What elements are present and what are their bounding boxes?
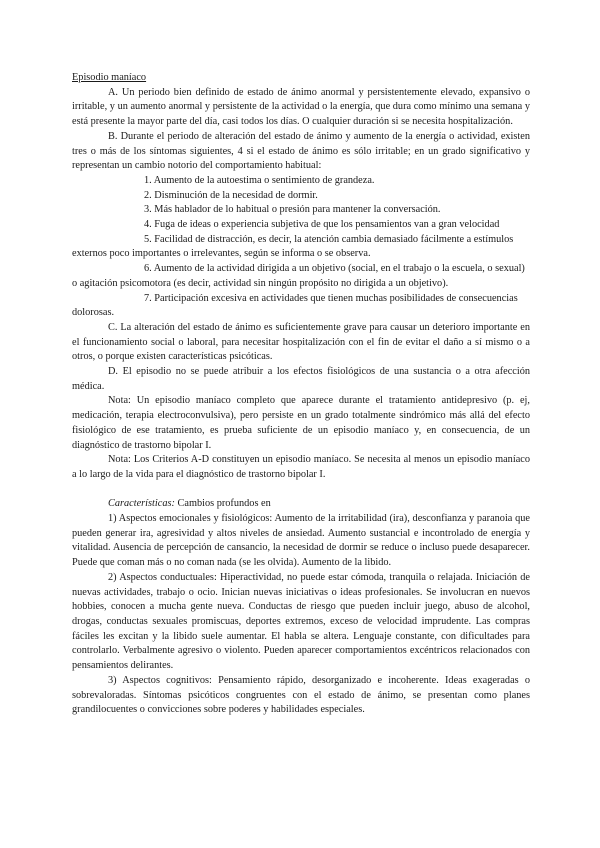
section-title: Episodio maníaco bbox=[72, 72, 147, 83]
paragraph-gap bbox=[72, 483, 530, 498]
symptom-6: 6. Aumento de la actividad dirigida a un objetivo (social, en el trabajo o la escuela, o sexual) o agitación psicomotora (es decir, actividad sin ningún propósito no dirigida a un objetivo). bbox=[72, 263, 525, 289]
symptom-1: 1. Aumento de la autoestima o sentimiento de grandeza. bbox=[144, 174, 375, 186]
criterion-d: D. El episodio no se puede atribuir a los efectos fisiológicos de una sustancia o a otra afección médica. bbox=[72, 366, 530, 392]
symptom-2: 2. Disminución de la necesidad de dormir. bbox=[144, 189, 318, 201]
symptom-5: 5. Facilidad de distracción, es decir, la atención cambia demasiado fácilmente a estímulos externos poco importantes o irrelevantes, según se informa o se observa. bbox=[72, 233, 514, 260]
characteristics-intro bbox=[72, 497, 530, 512]
characteristics-intro-text: Cambios profundos en bbox=[174, 498, 271, 510]
criterion-c: C. La alteración del estado de ánimo es suficientemente grave para causar un deterioro importante en el funcionamiento social o laboral, para necesitar hospitalización con el fin de evitar el daño a sí mismo o a otros, o porque existen características psicóticas. bbox=[72, 321, 530, 363]
note-2: Nota: Los Criterios A-D constituyen un episodio maníaco. Se necesita al menos un episodio maníaco a lo largo de la vida para el diagnóstico de trastorno bipolar I. bbox=[72, 454, 530, 480]
criterion-b-intro: B. Durante el periodo de alteración del estado de ánimo y aumento de la energía o actividad, existen tres o más de los síntomas siguientes, 4 si el estado de ánimo es sólo irritable; en un grado significativo y representan un cambio notorio del comportamiento habitual: bbox=[72, 130, 530, 172]
symptom-4: 4. Fuga de ideas o experiencia subjetiva de que los pensamientos van a gran velocidad bbox=[144, 219, 500, 231]
symptom-7: 7. Participación excesiva en actividades que tienen muchas posibilidades de consecuencias dolorosas. bbox=[72, 292, 518, 319]
characteristics-label: Características: bbox=[108, 498, 175, 510]
criterion-a: A. Un periodo bien definido de estado de ánimo anormal y persistentemente elevado, expansivo o irritable, y un aumento anormal y persistente de la actividad o la energía, que dura como mínimo una semana y está presente la mayor parte del día, casi todos los días. O cualquier duración si se necesita hospitalización. bbox=[72, 86, 530, 128]
document-page bbox=[72, 71, 530, 718]
note-1: Nota: Un episodio maníaco completo que aparece durante el tratamiento antidepresivo (p. ej, medicación, terapia electroconvulsiva), pero persiste en un grado totalmente sindrómico más allá del efecto fisiológico de ese tratamiento, es prueba suficiente de un episodio maníaco y, en consecuencia, de un diagnóstico de trastorno bipolar I. bbox=[72, 395, 530, 451]
aspect-behavioral: 2) Aspectos conductuales: Hiperactividad, no puede estar cómoda, tranquila o relajada. Iniciación de nuevas actividades, trabajo o ocio. Inician nuevas iniciativas o ideas profesionales. Se involucran en nuevos hobbies, conocen a mucha gente nueva. Conductas de riesgo que pueden incluir juego, abuso de alcohol, drogas, conductas sexuales promiscuas, deportes extremos, exceso de velocidad imprudente. Las compras fáciles les excitan y la libido suele aumentar. El habla se altera. Lenguaje constante, con dificultades para controlarlo. Verbalmente agresivo o violento. Pueden aparecer comportamientos excéntricos relacionados con pensamientos delirantes. bbox=[72, 571, 530, 672]
aspect-cognitive: 3) Aspectos cognitivos: Pensamiento rápido, desorganizado e incoherente. Ideas exageradas o sobrevaloradas. Síntomas psicóticos congruentes con el estado de ánimo, se presentan como planes grandilocuentes o convicciones sobre poderes y habilidades especiales. bbox=[72, 674, 530, 716]
symptom-3: 3. Más hablador de lo habitual o presión para mantener la conversación. bbox=[144, 204, 441, 216]
aspect-emotional: 1) Aspectos emocionales y fisiológicos: Aumento de la irritabilidad (ira), desconfianza y paranoia que pueden generar ira, agresividad y altos niveles de ansiedad. Aumento sustancial e incontrolado de energía y vitalidad. Ausencia de percepción de cansancio, la necesidad de dormir se reduce o incluso puede desaparecer. Puede que coman más o no coman nada (se les olvida). Aumento de la libido. bbox=[72, 513, 530, 569]
